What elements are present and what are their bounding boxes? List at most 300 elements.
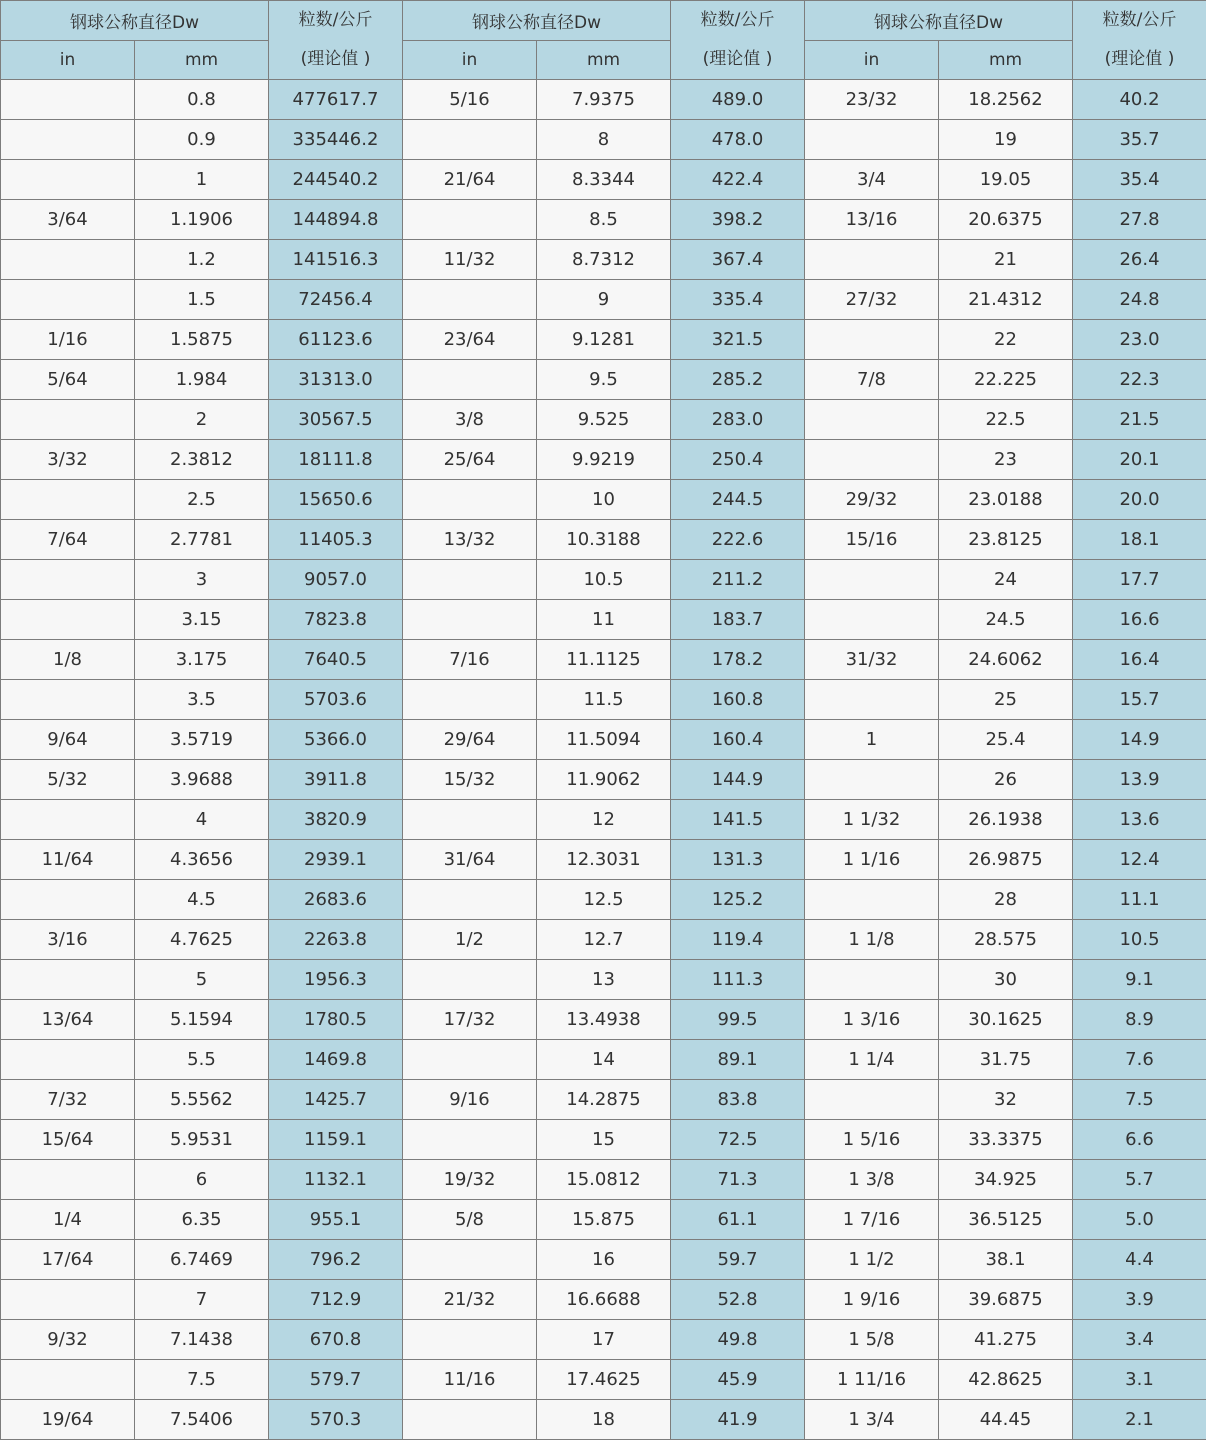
count-cell: 2683.6	[269, 880, 403, 920]
inch-cell: 7/16	[403, 640, 537, 680]
count-cell: 18.1	[1073, 520, 1206, 560]
inch-cell: 5/64	[1, 360, 135, 400]
count-cell: 20.1	[1073, 440, 1206, 480]
mm-cell: 26.1938	[939, 800, 1073, 840]
count-cell: 22.3	[1073, 360, 1206, 400]
count-cell: 89.1	[671, 1040, 805, 1080]
mm-cell: 18	[537, 1400, 671, 1440]
table-row	[1, 960, 1206, 1000]
count-cell: 2.1	[1073, 1400, 1206, 1440]
count-cell: 35.4	[1073, 160, 1206, 200]
table-row	[1, 1400, 1206, 1440]
inch-cell	[805, 1080, 939, 1120]
table-row	[1, 1160, 1206, 1200]
inch-cell: 7/8	[805, 360, 939, 400]
mm-cell: 12.7	[537, 920, 671, 960]
count-cell: 283.0	[671, 400, 805, 440]
count-cell: 3.9	[1073, 1280, 1206, 1320]
mm-cell: 4	[135, 800, 269, 840]
inch-cell: 29/32	[805, 480, 939, 520]
mm-cell: 1.2	[135, 240, 269, 280]
mm-cell: 33.3375	[939, 1120, 1073, 1160]
count-cell: 7640.5	[269, 640, 403, 680]
count-cell: 52.8	[671, 1280, 805, 1320]
inch-cell: 5/8	[403, 1200, 537, 1240]
inch-cell: 19/32	[403, 1160, 537, 1200]
count-header	[1073, 1, 1206, 80]
mm-cell: 7.9375	[537, 80, 671, 120]
mm-cell: 15.875	[537, 1200, 671, 1240]
inch-cell: 1	[805, 720, 939, 760]
count-cell: 955.1	[269, 1200, 403, 1240]
count-cell: 796.2	[269, 1240, 403, 1280]
count-cell: 335446.2	[269, 120, 403, 160]
mm-cell: 23.8125	[939, 520, 1073, 560]
count-cell: 40.2	[1073, 80, 1206, 120]
inch-cell: 13/16	[805, 200, 939, 240]
count-cell: 178.2	[671, 640, 805, 680]
inch-cell: 7/32	[1, 1080, 135, 1120]
mm-cell: 13.4938	[537, 1000, 671, 1040]
diameter-group-header: 钢球公称直径Dw	[805, 1, 1073, 41]
count-cell: 71.3	[671, 1160, 805, 1200]
inch-cell	[1, 480, 135, 520]
count-header-title: 粒数/公斤	[1102, 10, 1177, 30]
count-cell: 1469.8	[269, 1040, 403, 1080]
inch-cell	[403, 1320, 537, 1360]
table-row	[1, 760, 1206, 800]
table-row	[1, 520, 1206, 560]
inch-cell: 23/64	[403, 320, 537, 360]
mm-cell: 4.7625	[135, 920, 269, 960]
inch-cell: 11/16	[403, 1360, 537, 1400]
inch-cell	[1, 240, 135, 280]
table-row	[1, 160, 1206, 200]
mm-cell: 14	[537, 1040, 671, 1080]
inch-cell	[1, 400, 135, 440]
count-cell: 31313.0	[269, 360, 403, 400]
count-cell: 367.4	[671, 240, 805, 280]
mm-cell: 3.15	[135, 600, 269, 640]
table-row	[1, 440, 1206, 480]
inch-cell: 13/32	[403, 520, 537, 560]
count-cell: 285.2	[671, 360, 805, 400]
count-cell: 15.7	[1073, 680, 1206, 720]
table-row	[1, 640, 1206, 680]
inch-cell	[1, 800, 135, 840]
count-cell: 61123.6	[269, 320, 403, 360]
count-cell: 49.8	[671, 1320, 805, 1360]
mm-cell: 3.9688	[135, 760, 269, 800]
table-row	[1, 320, 1206, 360]
mm-cell: 6	[135, 1160, 269, 1200]
inch-cell: 23/32	[805, 80, 939, 120]
mm-cell: 12.3031	[537, 840, 671, 880]
count-cell: 9057.0	[269, 560, 403, 600]
mm-cell: 11.5	[537, 680, 671, 720]
inch-cell: 1/2	[403, 920, 537, 960]
table-body	[1, 80, 1206, 1440]
mm-cell: 2.3812	[135, 440, 269, 480]
count-cell: 422.4	[671, 160, 805, 200]
count-cell: 7823.8	[269, 600, 403, 640]
count-cell: 72456.4	[269, 280, 403, 320]
inch-cell	[1, 120, 135, 160]
inch-cell: 1 5/16	[805, 1120, 939, 1160]
inch-cell: 13/64	[1, 1000, 135, 1040]
count-cell: 335.4	[671, 280, 805, 320]
count-header-title: 粒数/公斤	[700, 10, 775, 30]
mm-cell: 14.2875	[537, 1080, 671, 1120]
mm-cell: 10.3188	[537, 520, 671, 560]
inch-cell: 1 1/32	[805, 800, 939, 840]
inch-cell: 9/64	[1, 720, 135, 760]
mm-cell: 12.5	[537, 880, 671, 920]
count-cell: 9.1	[1073, 960, 1206, 1000]
mm-column-header: mm	[135, 40, 269, 80]
table-row	[1, 240, 1206, 280]
count-cell: 59.7	[671, 1240, 805, 1280]
count-cell: 83.8	[671, 1080, 805, 1120]
table-row	[1, 1360, 1206, 1400]
inch-cell: 29/64	[403, 720, 537, 760]
inch-cell	[805, 320, 939, 360]
count-cell: 2263.8	[269, 920, 403, 960]
table-row	[1, 480, 1206, 520]
mm-cell: 2	[135, 400, 269, 440]
count-cell: 5366.0	[269, 720, 403, 760]
mm-cell: 0.8	[135, 80, 269, 120]
count-cell: 244540.2	[269, 160, 403, 200]
inch-cell: 17/64	[1, 1240, 135, 1280]
diameter-group-header: 钢球公称直径Dw	[403, 1, 671, 41]
count-cell: 398.2	[671, 200, 805, 240]
inch-cell: 3/32	[1, 440, 135, 480]
count-cell: 5.7	[1073, 1160, 1206, 1200]
inch-cell	[403, 1240, 537, 1280]
inch-cell	[1, 280, 135, 320]
inch-cell	[403, 600, 537, 640]
count-cell: 670.8	[269, 1320, 403, 1360]
header-row-top	[1, 1, 1206, 41]
mm-cell: 9.525	[537, 400, 671, 440]
mm-cell: 26	[939, 760, 1073, 800]
mm-column-header: mm	[537, 40, 671, 80]
mm-cell: 7.5406	[135, 1400, 269, 1440]
inch-cell: 1/4	[1, 1200, 135, 1240]
mm-cell: 34.925	[939, 1160, 1073, 1200]
mm-cell: 3.5	[135, 680, 269, 720]
mm-cell: 3.5719	[135, 720, 269, 760]
count-cell: 16.6	[1073, 600, 1206, 640]
count-cell: 111.3	[671, 960, 805, 1000]
mm-cell: 1.5	[135, 280, 269, 320]
count-cell: 1159.1	[269, 1120, 403, 1160]
count-cell: 1956.3	[269, 960, 403, 1000]
mm-cell: 10	[537, 480, 671, 520]
inch-cell	[403, 1120, 537, 1160]
mm-cell: 21.4312	[939, 280, 1073, 320]
mm-column-header: mm	[939, 40, 1073, 80]
mm-cell: 19.05	[939, 160, 1073, 200]
inch-cell	[805, 440, 939, 480]
inch-column-header: in	[805, 40, 939, 80]
mm-cell: 30	[939, 960, 1073, 1000]
mm-cell: 4.5	[135, 880, 269, 920]
count-header-title: 粒数/公斤	[298, 10, 373, 30]
count-cell: 712.9	[269, 1280, 403, 1320]
count-cell: 119.4	[671, 920, 805, 960]
mm-cell: 25	[939, 680, 1073, 720]
inch-cell	[403, 680, 537, 720]
count-cell: 3.1	[1073, 1360, 1206, 1400]
inch-cell: 21/64	[403, 160, 537, 200]
mm-cell: 3.175	[135, 640, 269, 680]
inch-cell: 19/64	[1, 1400, 135, 1440]
mm-cell: 28.575	[939, 920, 1073, 960]
inch-cell	[805, 880, 939, 920]
count-cell: 160.8	[671, 680, 805, 720]
inch-cell	[1, 560, 135, 600]
inch-cell	[1, 600, 135, 640]
inch-cell	[1, 1360, 135, 1400]
mm-cell: 8	[537, 120, 671, 160]
mm-cell: 1.5875	[135, 320, 269, 360]
count-cell: 11405.3	[269, 520, 403, 560]
count-cell: 41.9	[671, 1400, 805, 1440]
count-cell: 141516.3	[269, 240, 403, 280]
inch-cell: 5/32	[1, 760, 135, 800]
table-row	[1, 1000, 1206, 1040]
count-cell: 1425.7	[269, 1080, 403, 1120]
mm-cell: 11	[537, 600, 671, 640]
inch-cell: 3/64	[1, 200, 135, 240]
count-cell: 144894.8	[269, 200, 403, 240]
header-row-units	[1, 40, 1206, 80]
mm-cell: 15.0812	[537, 1160, 671, 1200]
count-cell: 5.0	[1073, 1200, 1206, 1240]
inch-cell: 3/4	[805, 160, 939, 200]
mm-cell: 17.4625	[537, 1360, 671, 1400]
count-cell: 61.1	[671, 1200, 805, 1240]
count-cell: 5703.6	[269, 680, 403, 720]
mm-cell: 8.5	[537, 200, 671, 240]
table-row	[1, 840, 1206, 880]
count-cell: 13.9	[1073, 760, 1206, 800]
count-cell: 7.5	[1073, 1080, 1206, 1120]
count-cell: 2939.1	[269, 840, 403, 880]
inch-cell: 1 5/8	[805, 1320, 939, 1360]
mm-cell: 5.9531	[135, 1120, 269, 1160]
mm-cell: 8.7312	[537, 240, 671, 280]
inch-cell	[403, 800, 537, 840]
count-cell: 3911.8	[269, 760, 403, 800]
mm-cell: 41.275	[939, 1320, 1073, 1360]
inch-cell: 15/32	[403, 760, 537, 800]
inch-cell	[403, 360, 537, 400]
inch-cell: 1 3/16	[805, 1000, 939, 1040]
inch-cell: 1 1/4	[805, 1040, 939, 1080]
table-row	[1, 1200, 1206, 1240]
count-cell: 35.7	[1073, 120, 1206, 160]
inch-cell: 5/16	[403, 80, 537, 120]
mm-cell: 5.1594	[135, 1000, 269, 1040]
count-cell: 8.9	[1073, 1000, 1206, 1040]
count-cell: 144.9	[671, 760, 805, 800]
mm-cell: 25.4	[939, 720, 1073, 760]
count-cell: 1132.1	[269, 1160, 403, 1200]
mm-cell: 7.1438	[135, 1320, 269, 1360]
mm-cell: 2.5	[135, 480, 269, 520]
mm-cell: 4.3656	[135, 840, 269, 880]
mm-cell: 9.1281	[537, 320, 671, 360]
mm-cell: 18.2562	[939, 80, 1073, 120]
mm-cell: 11.5094	[537, 720, 671, 760]
count-cell: 30567.5	[269, 400, 403, 440]
mm-cell: 5.5	[135, 1040, 269, 1080]
inch-cell	[1, 80, 135, 120]
count-header	[269, 1, 403, 80]
mm-cell: 7	[135, 1280, 269, 1320]
inch-cell	[403, 960, 537, 1000]
inch-cell	[805, 760, 939, 800]
mm-cell: 12	[537, 800, 671, 840]
inch-cell	[403, 880, 537, 920]
inch-cell	[805, 960, 939, 1000]
count-cell: 13.6	[1073, 800, 1206, 840]
mm-cell: 24.6062	[939, 640, 1073, 680]
inch-cell	[403, 480, 537, 520]
count-cell: 131.3	[671, 840, 805, 880]
inch-cell: 1/16	[1, 320, 135, 360]
inch-cell: 1 11/16	[805, 1360, 939, 1400]
table-row	[1, 720, 1206, 760]
mm-cell: 36.5125	[939, 1200, 1073, 1240]
count-cell: 16.4	[1073, 640, 1206, 680]
count-cell: 160.4	[671, 720, 805, 760]
count-cell: 12.4	[1073, 840, 1206, 880]
mm-cell: 44.45	[939, 1400, 1073, 1440]
count-cell: 21.5	[1073, 400, 1206, 440]
inch-cell: 1 1/8	[805, 920, 939, 960]
mm-cell: 9	[537, 280, 671, 320]
mm-cell: 38.1	[939, 1240, 1073, 1280]
mm-cell: 11.1125	[537, 640, 671, 680]
count-cell: 321.5	[671, 320, 805, 360]
inch-cell: 15/16	[805, 520, 939, 560]
mm-cell: 9.5	[537, 360, 671, 400]
count-cell: 579.7	[269, 1360, 403, 1400]
mm-cell: 5.5562	[135, 1080, 269, 1120]
inch-cell: 27/32	[805, 280, 939, 320]
mm-cell: 24	[939, 560, 1073, 600]
count-cell: 489.0	[671, 80, 805, 120]
count-header	[671, 1, 805, 80]
mm-cell: 3	[135, 560, 269, 600]
inch-cell	[805, 560, 939, 600]
inch-cell	[1, 1160, 135, 1200]
count-cell: 23.0	[1073, 320, 1206, 360]
count-cell: 99.5	[671, 1000, 805, 1040]
mm-cell: 24.5	[939, 600, 1073, 640]
inch-cell: 11/32	[403, 240, 537, 280]
count-cell: 477617.7	[269, 80, 403, 120]
count-cell: 3820.9	[269, 800, 403, 840]
mm-cell: 32	[939, 1080, 1073, 1120]
table-row	[1, 200, 1206, 240]
table-row	[1, 360, 1206, 400]
mm-cell: 30.1625	[939, 1000, 1073, 1040]
inch-cell: 1 1/16	[805, 840, 939, 880]
count-cell: 20.0	[1073, 480, 1206, 520]
mm-cell: 2.7781	[135, 520, 269, 560]
count-cell: 250.4	[671, 440, 805, 480]
table-header	[1, 1, 1206, 80]
count-cell: 11.1	[1073, 880, 1206, 920]
count-header-subtitle: (理论值 )	[300, 49, 371, 69]
inch-cell: 3/16	[1, 920, 135, 960]
inch-cell	[1, 680, 135, 720]
count-cell: 14.9	[1073, 720, 1206, 760]
inch-cell: 1 7/16	[805, 1200, 939, 1240]
inch-cell	[805, 240, 939, 280]
mm-cell: 1.1906	[135, 200, 269, 240]
mm-cell: 19	[939, 120, 1073, 160]
mm-cell: 0.9	[135, 120, 269, 160]
mm-cell: 1.984	[135, 360, 269, 400]
count-cell: 18111.8	[269, 440, 403, 480]
table-row	[1, 560, 1206, 600]
mm-cell: 6.35	[135, 1200, 269, 1240]
inch-cell	[403, 560, 537, 600]
count-cell: 244.5	[671, 480, 805, 520]
table-row	[1, 1080, 1206, 1120]
count-cell: 478.0	[671, 120, 805, 160]
inch-cell: 21/32	[403, 1280, 537, 1320]
mm-cell: 6.7469	[135, 1240, 269, 1280]
count-cell: 183.7	[671, 600, 805, 640]
mm-cell: 26.9875	[939, 840, 1073, 880]
inch-cell	[1, 1280, 135, 1320]
mm-cell: 23.0188	[939, 480, 1073, 520]
inch-cell	[403, 280, 537, 320]
count-cell: 222.6	[671, 520, 805, 560]
mm-cell: 13	[537, 960, 671, 1000]
inch-cell	[805, 680, 939, 720]
count-cell: 125.2	[671, 880, 805, 920]
inch-cell: 11/64	[1, 840, 135, 880]
inch-cell	[1, 160, 135, 200]
count-cell: 1780.5	[269, 1000, 403, 1040]
mm-cell: 20.6375	[939, 200, 1073, 240]
inch-cell	[403, 120, 537, 160]
inch-cell: 1 1/2	[805, 1240, 939, 1280]
diameter-group-header: 钢球公称直径Dw	[1, 1, 269, 41]
mm-cell: 7.5	[135, 1360, 269, 1400]
inch-cell	[805, 600, 939, 640]
mm-cell: 22.5	[939, 400, 1073, 440]
table-row	[1, 1040, 1206, 1080]
count-cell: 26.4	[1073, 240, 1206, 280]
inch-cell: 31/64	[403, 840, 537, 880]
count-cell: 15650.6	[269, 480, 403, 520]
mm-cell: 31.75	[939, 1040, 1073, 1080]
count-cell: 570.3	[269, 1400, 403, 1440]
count-cell: 17.7	[1073, 560, 1206, 600]
inch-cell: 3/8	[403, 400, 537, 440]
inch-cell	[805, 400, 939, 440]
inch-cell	[403, 1400, 537, 1440]
